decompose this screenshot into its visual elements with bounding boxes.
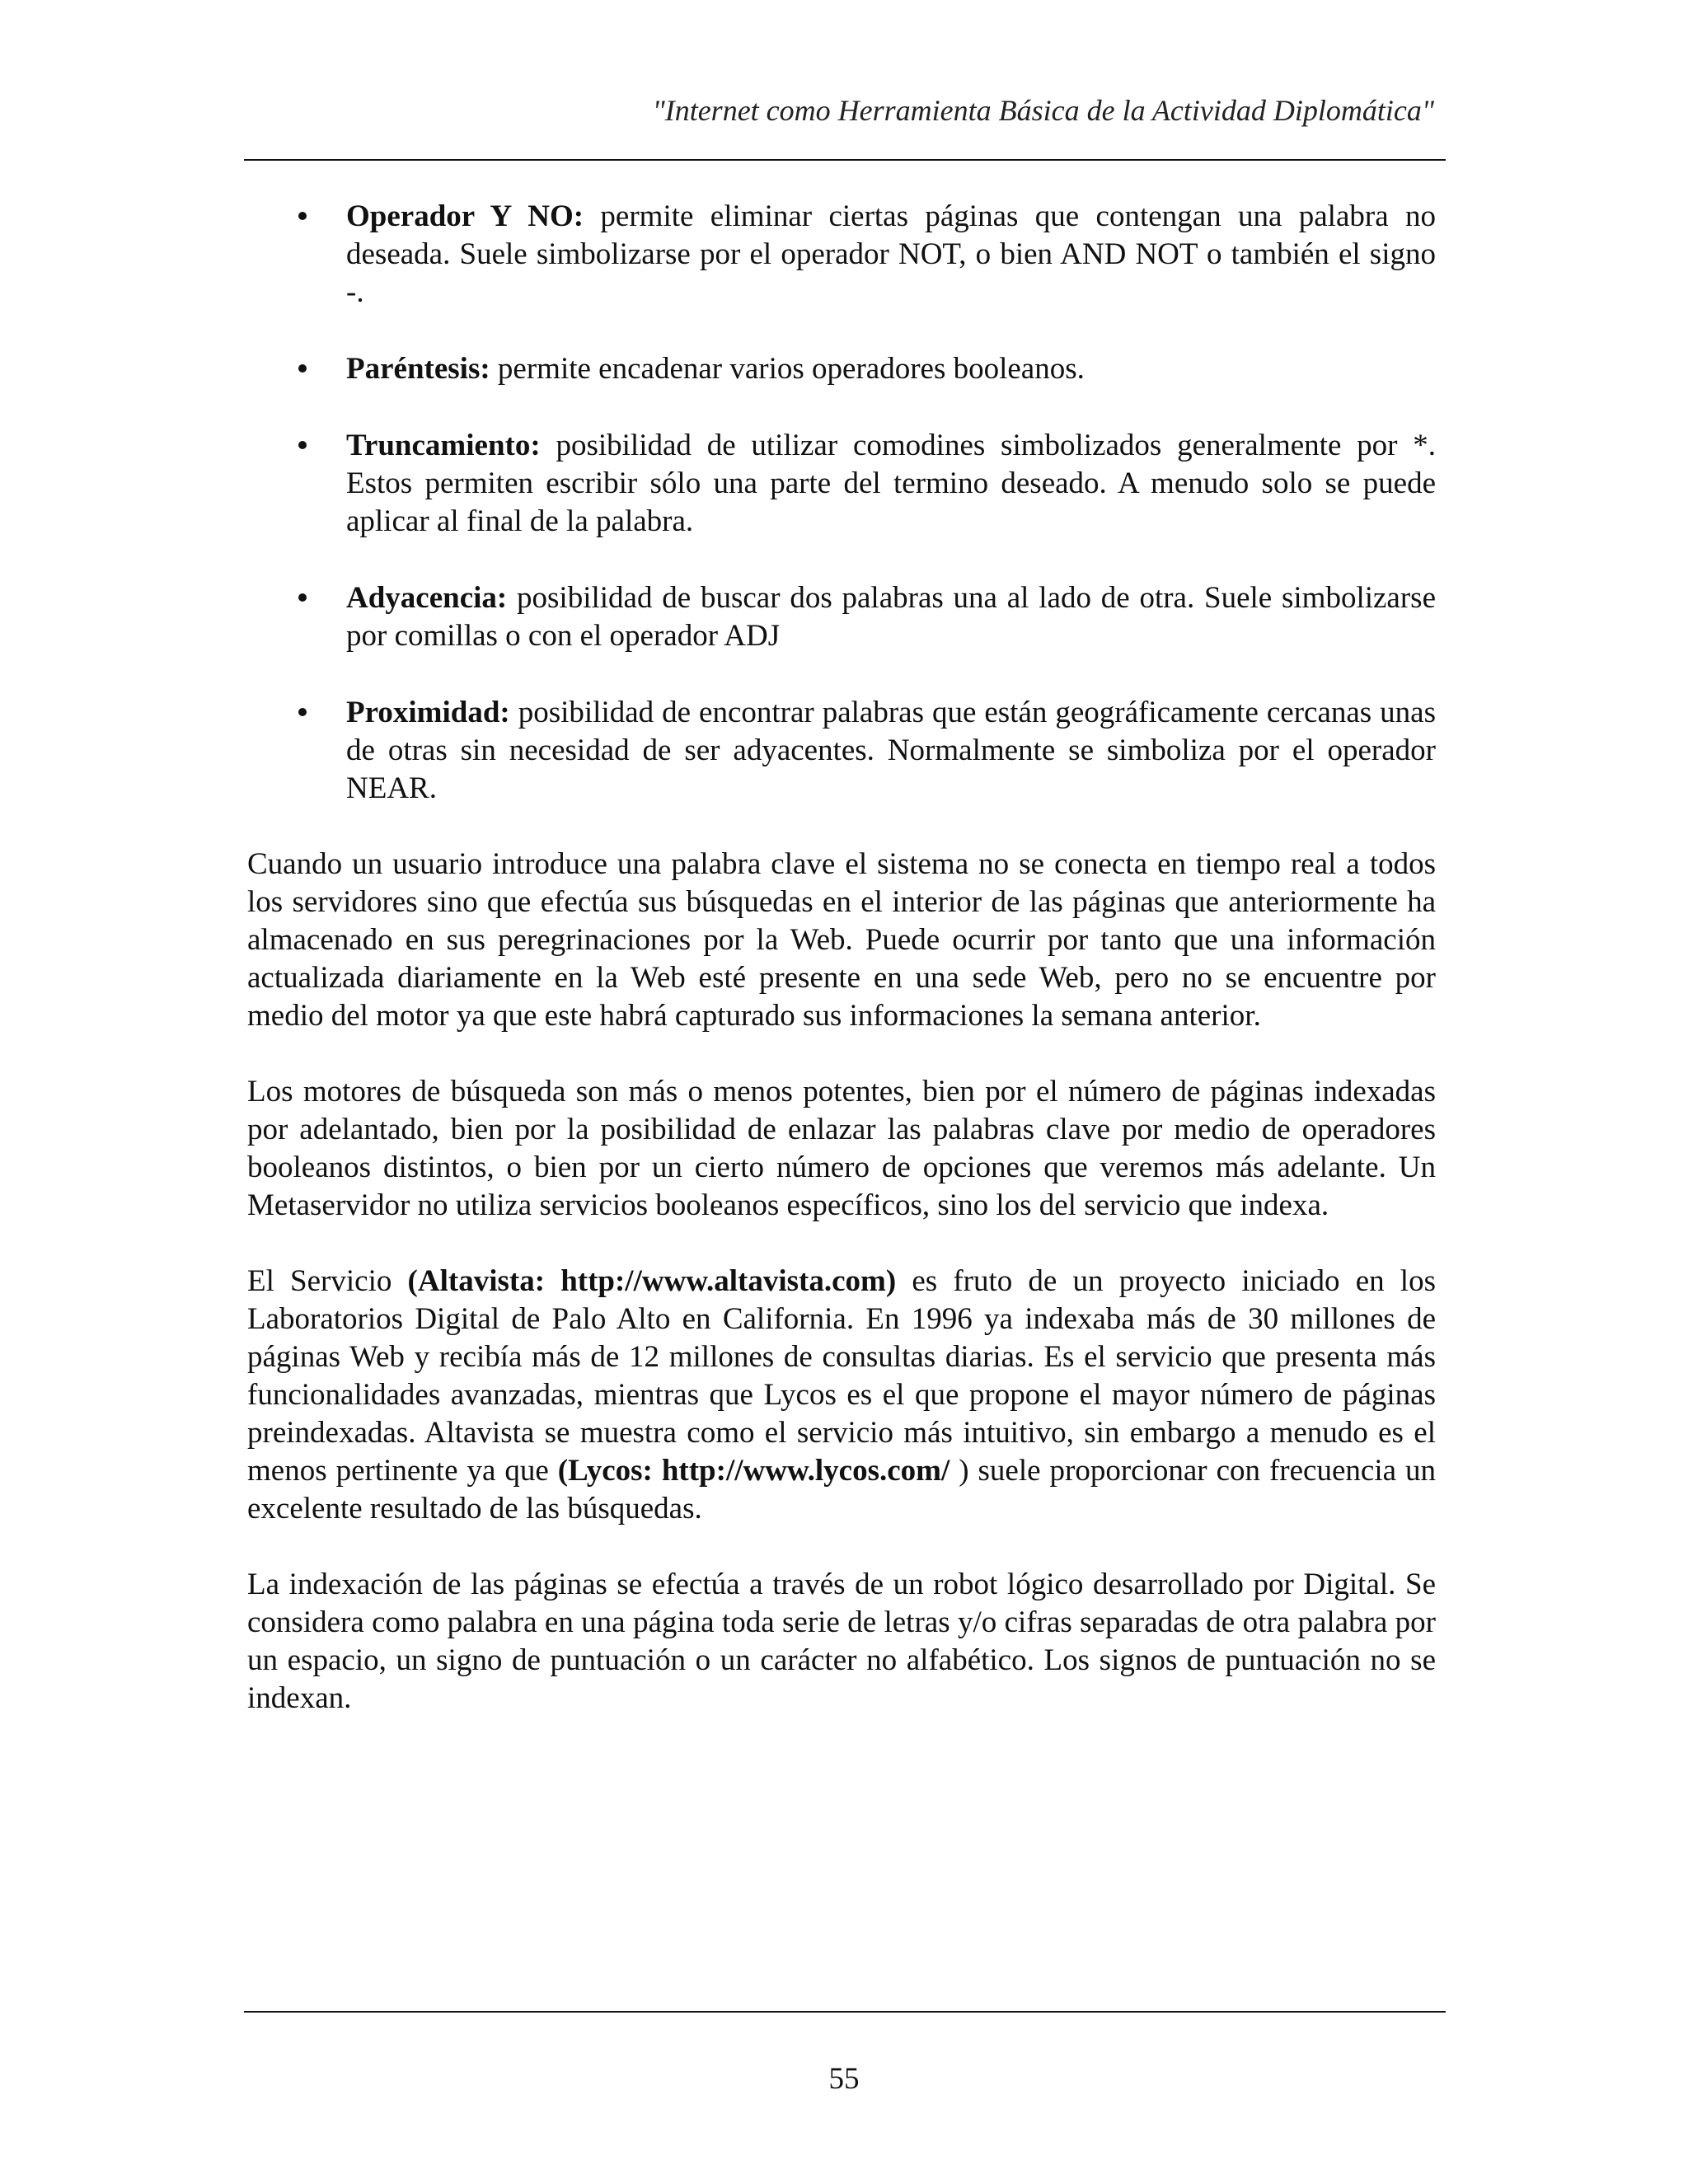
list-item-text: posibilidad de encontrar palabras que están geográficamente cercanas unas de otras sin necesidad de ser adyacentes. Normalmente se simboliza por el operador NEAR.	[346, 696, 1436, 805]
paragraph-text: ) suele proporcionar con frecuencia un excelente resultado de las búsquedas.	[247, 1454, 1436, 1526]
list-item	[247, 198, 1436, 312]
list-item-term: Adyacencia:	[346, 581, 508, 615]
running-header: "Internet como Herramienta Básica de la Actividad Diplomática"	[652, 94, 1434, 127]
paragraph-indexing: La indexación de las páginas se efectúa a través de un robot lógico desarrollado por Digital. Se considera como palabra en una página toda serie de letras y/o cifras separadas de otra palabra por un espacio, un signo de puntuación o un carácter no alfabético. Los signos de puntuación no se indexan.	[247, 1568, 1436, 1715]
list-item	[247, 427, 1436, 541]
header-rule	[244, 159, 1446, 161]
paragraph-text: es fruto de un proyecto iniciado en los Laboratorios Digital de Palo Alto en California. En 1996 ya indexaba más de 30 millones de páginas Web y recibía más de 12 millones de consultas diarias. Es el servicio que presenta más funcionalidades avanzadas, mientras que Lycos es el que propone el mayor número de páginas preindexadas. Altavista se muestra como el servicio más intuitivo, sin embargo a menudo es el menos pertinente ya que	[247, 1264, 1436, 1488]
altavista-reference: (Altavista: http://www.altavista.com)	[407, 1264, 897, 1298]
bullet-icon	[298, 364, 307, 373]
list-item-text: posibilidad de buscar dos palabras una al lado de otra. Suele simbolizarse por comillas o con el operador ADJ	[346, 581, 1436, 653]
list-item-term: Paréntesis:	[346, 352, 490, 386]
list-item	[247, 350, 1436, 388]
paragraph-search-engines: Los motores de búsqueda son más o menos potentes, bien por el número de páginas indexadas por adelantado, bien por la posibilidad de enlazar las palabras clave por medio de operadores booleanos distintos, o bien por un cierto número de opciones que veremos más adelante. Un Metaservidor no utiliza servicios booleanos específicos, sino los del servicio que indexa.	[247, 1075, 1436, 1222]
list-item-term: Truncamiento:	[346, 429, 541, 462]
list-item-text: permite eliminar ciertas páginas que contengan una palabra no deseada. Suele simbolizarse por el operador NOT, o bien AND NOT o también el signo -.	[346, 199, 1436, 309]
list-item	[247, 694, 1436, 808]
list-item-term: Proximidad:	[346, 696, 510, 729]
paragraph-text: El Servicio	[247, 1264, 408, 1298]
paragraph-keyword-search: Cuando un usuario introduce una palabra clave el sistema no se conecta en tiempo real a todos los servidores sino que efectúa sus búsquedas en el interior de las páginas que anteriormente ha almacenado en sus peregrinaciones por la Web. Puede ocurrir por tanto que una información actualizada diariamente en la Web esté presente en una sede Web, pero no se encuentre por medio del motor ya que este habrá capturado sus informaciones la semana anterior.	[247, 847, 1436, 1033]
bullet-icon	[298, 593, 307, 602]
bullet-icon	[298, 441, 307, 449]
page-content	[247, 198, 1436, 1755]
bullet-icon	[298, 212, 307, 220]
list-item-text: permite encadenar varios operadores booleanos.	[490, 352, 1085, 386]
lycos-reference: (Lycos: http://www.lycos.com/	[557, 1454, 950, 1488]
footer-rule	[244, 2011, 1446, 2013]
operator-list	[247, 198, 1436, 808]
bullet-icon	[298, 708, 307, 716]
list-item-text: posibilidad de utilizar comodines simbolizados generalmente por *. Estos permiten escribir sólo una parte del termino deseado. A menudo solo se puede aplicar al final de la palabra.	[346, 429, 1436, 538]
paragraph-altavista	[247, 1263, 1436, 1528]
page-number: 55	[828, 2062, 860, 2096]
list-item-term: Operador Y NO:	[346, 199, 584, 233]
list-item	[247, 579, 1436, 655]
